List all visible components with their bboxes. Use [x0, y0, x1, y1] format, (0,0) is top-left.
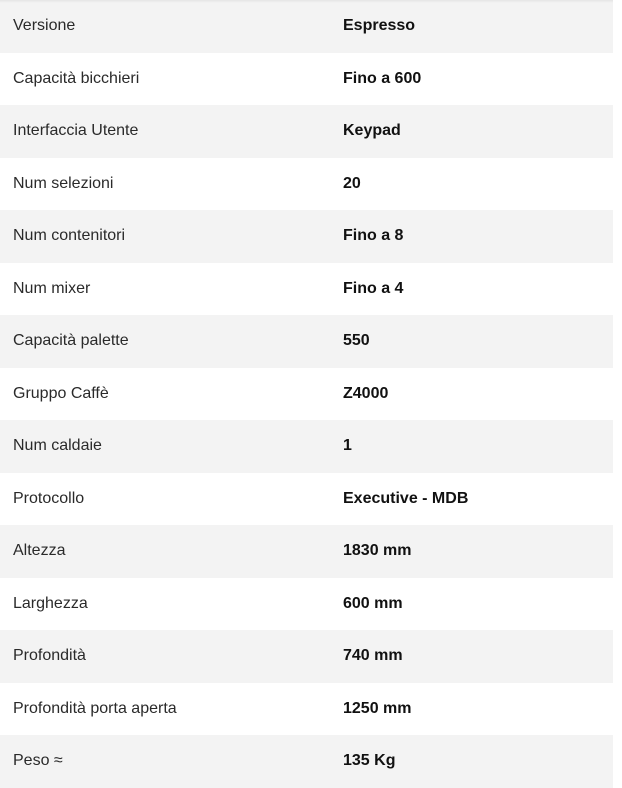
- spec-row-larghezza: [0, 578, 613, 631]
- spec-value: 1830 mm: [343, 542, 412, 560]
- spec-label: Altezza: [13, 542, 66, 560]
- spec-label: Num contenitori: [13, 227, 126, 245]
- spec-label: Peso ≈: [13, 752, 63, 770]
- spec-value: Espresso: [343, 17, 416, 35]
- spec-row-num-caldaie: [0, 420, 613, 473]
- spec-value: 20: [343, 174, 361, 192]
- spec-row-protocollo: [0, 473, 613, 526]
- spec-label: Capacità bicchieri: [13, 69, 140, 87]
- spec-label: Num selezioni: [13, 174, 114, 192]
- spec-row-num-selezioni: [0, 158, 613, 211]
- spec-row-interfaccia-utente: [0, 105, 613, 158]
- spec-value: 135 Kg: [343, 752, 396, 770]
- spec-label: Profondità porta aperta: [13, 699, 177, 717]
- spec-label: Versione: [13, 17, 76, 35]
- spec-value: 550: [343, 332, 370, 350]
- spec-value: Fino a 600: [343, 69, 422, 87]
- spec-value: Fino a 4: [343, 279, 404, 297]
- spec-value: 1: [343, 437, 352, 455]
- spec-label: Profondità: [13, 647, 86, 665]
- spec-row-versione: [0, 0, 613, 53]
- spec-value: 740 mm: [343, 647, 403, 665]
- spec-value: Z4000: [343, 384, 389, 402]
- spec-label: Protocollo: [13, 489, 85, 507]
- spec-value: Executive - MDB: [343, 489, 469, 507]
- spec-row-profondita-porta-aperta: [0, 683, 613, 736]
- spec-label: Gruppo Caffè: [13, 384, 109, 402]
- spec-row-capacita-palette: [0, 315, 613, 368]
- spec-row-num-mixer: [0, 263, 613, 316]
- spec-value: 600 mm: [343, 594, 403, 612]
- spec-row-altezza: [0, 525, 613, 578]
- spec-value: Fino a 8: [343, 227, 404, 245]
- spec-row-profondita: [0, 630, 613, 683]
- spec-label: Capacità palette: [13, 332, 129, 350]
- spec-row-num-contenitori: [0, 210, 613, 263]
- spec-label: Num mixer: [13, 279, 91, 297]
- spec-label: Larghezza: [13, 594, 88, 612]
- spec-label: Num caldaie: [13, 437, 102, 455]
- spec-row-peso: [0, 735, 613, 788]
- spec-label: Interfaccia Utente: [13, 122, 139, 140]
- spec-value: Keypad: [343, 122, 401, 140]
- spec-value: 1250 mm: [343, 699, 412, 717]
- spec-row-gruppo-caffe: [0, 368, 613, 421]
- spec-row-capacita-bicchieri: [0, 53, 613, 106]
